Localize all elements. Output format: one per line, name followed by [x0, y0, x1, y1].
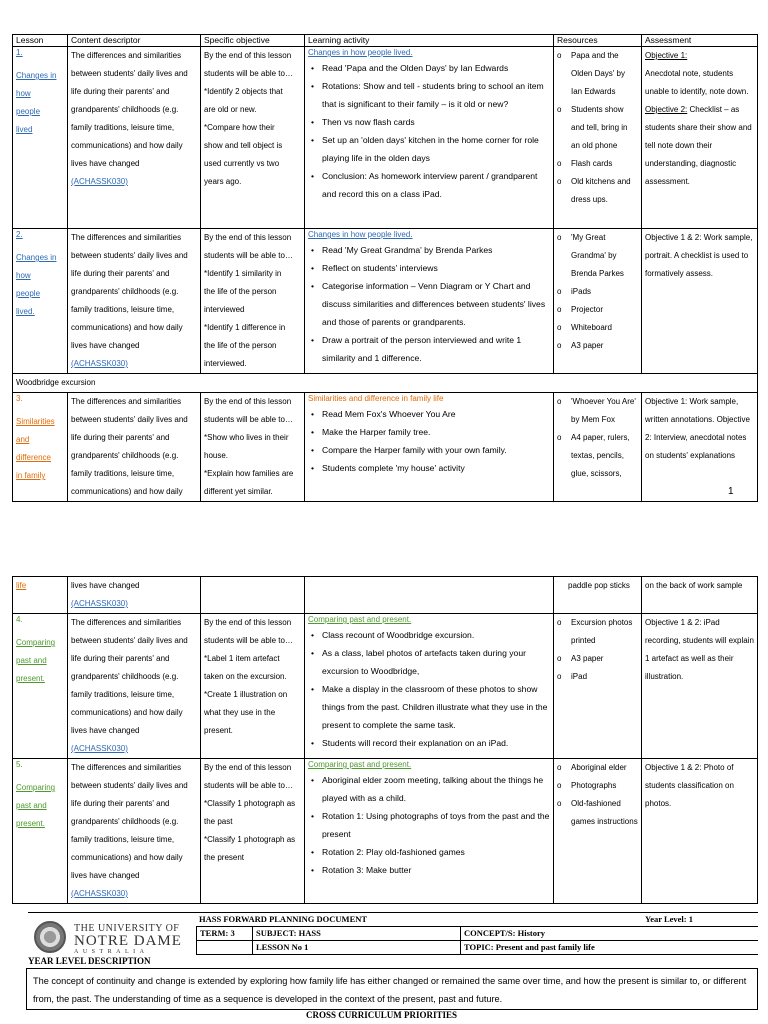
activity-item: • Read Mem Fox's Whoever You Are: [308, 405, 550, 423]
planning-table-page1: [12, 34, 758, 502]
cd-line: communications) and how daily: [71, 708, 183, 717]
resources-cell: [554, 229, 642, 374]
cd-line: communications) and how daily: [71, 141, 183, 150]
cd-line: life during their parents' and: [71, 269, 170, 278]
obj-line: present.: [204, 726, 233, 735]
resource-item: o 'My Great Grandma' by Brenda Parkes: [557, 229, 638, 283]
obj-line: the present: [204, 853, 245, 862]
page-number: 1: [728, 486, 734, 497]
cd-line: lives have changed: [71, 159, 140, 168]
term-spacer: [196, 941, 252, 955]
obj-line: *Identify 2 objects that: [204, 87, 283, 96]
assessment-text: Anecdotal note, students unable to identify, note down.: [645, 69, 749, 96]
obj-line: *Identify 1 difference in: [204, 323, 286, 332]
activity-heading[interactable]: Comparing past and present.: [308, 615, 412, 624]
assessment-text: Checklist – as students share their show and tell note down their understanding, diagnostic assessment.: [645, 105, 752, 186]
cd-line: life during their parents' and: [71, 654, 170, 663]
obj-line: *Identify 1 similarity in: [204, 269, 282, 278]
obj-line: students will be able to…: [204, 69, 293, 78]
activity-cell: [305, 577, 554, 614]
obj-line: house.: [204, 451, 229, 460]
activity-heading: Similarities and difference in family life: [308, 394, 444, 403]
cd-line: communications) and how daily: [71, 853, 183, 862]
lesson-number: 4.: [16, 615, 23, 624]
lesson-name-line: people: [16, 289, 41, 298]
lesson-name[interactable]: [16, 779, 64, 833]
activity-cell: [305, 614, 554, 759]
lesson-row-2: [13, 229, 758, 374]
activity-item: • Read 'Papa and the Olden Days' by Ian Edwards: [308, 59, 550, 77]
cd-line: between students' daily lives and: [71, 415, 188, 424]
curriculum-code-link[interactable]: (ACHASSK030): [71, 744, 128, 753]
resources-list: [557, 229, 638, 355]
resource-item: o Photographs: [557, 777, 638, 795]
lesson-name-line: Comparing: [16, 638, 56, 647]
document-header-grid: [28, 912, 758, 956]
obj-line: the life of the person: [204, 341, 277, 350]
obj-line: By the end of this lesson: [204, 618, 292, 627]
assessment-objective-label: Objective 1:: [645, 51, 688, 60]
activity-item: • Make the Harper family tree.: [308, 423, 550, 441]
lesson-cell: [13, 614, 68, 759]
activity-item: • Reflect on students' interviews: [308, 259, 550, 277]
activity-cell: [305, 759, 554, 904]
obj-line: *Explain how families are: [204, 469, 294, 478]
lesson-cell: [13, 47, 68, 229]
lesson-row-3: [13, 393, 758, 502]
header-content: Content descriptor: [68, 35, 201, 47]
activity-list: [308, 626, 550, 752]
cd-line: life during their parents' and: [71, 799, 170, 808]
content-descriptor-cell: [68, 393, 201, 502]
obj-line: interviewed: [204, 305, 245, 314]
obj-line: By the end of this lesson: [204, 51, 292, 60]
excursion-label: Woodbridge excursion: [13, 374, 758, 393]
obj-line: *Show who lives in their: [204, 433, 289, 442]
lesson-number-label: LESSON No 1: [252, 941, 460, 955]
obj-line: used currently vs two: [204, 159, 280, 168]
cd-line: life during their parents' and: [71, 87, 170, 96]
lesson-name-line: Comparing: [16, 783, 56, 792]
activity-item: • Compare the Harper family with your own family.: [308, 441, 550, 459]
resource-item: o Old kitchens and dress ups.: [557, 173, 638, 209]
resource-item: o A4 paper, rulers, textas, pencils, glue, scissors,: [557, 429, 638, 483]
activity-list: [308, 405, 550, 477]
resource-item: o iPad: [557, 668, 638, 686]
obj-line: By the end of this lesson: [204, 233, 292, 242]
logo-text-line2: NOTRE DAME: [74, 933, 182, 949]
activity-item: • Categorise information – Venn Diagram or Y Chart and discuss similarities and differences between students' lives and those of parents or grandparents.: [308, 277, 550, 331]
curriculum-code-link[interactable]: (ACHASSK030): [71, 177, 128, 186]
resources-cell: [554, 759, 642, 904]
year-level-description: The concept of continuity and change is extended by exploring how family life has either changed or remained the same over time, and how the present is similar to, or different from, the past. The understanding of time as a sequence is developed in the context of the present, past and future.: [26, 968, 758, 1010]
lesson-number: 3.: [16, 394, 23, 403]
content-descriptor-cell: [68, 229, 201, 374]
obj-line: *Compare how their: [204, 123, 275, 132]
cd-line: The differences and similarities: [71, 233, 182, 242]
cd-line: lives have changed: [71, 871, 140, 880]
obj-line: different yet similar.: [204, 487, 273, 496]
cd-line: communications) and how daily: [71, 487, 183, 496]
cd-line: The differences and similarities: [71, 397, 182, 406]
term: TERM: 3: [196, 927, 252, 941]
obj-line: By the end of this lesson: [204, 763, 292, 772]
resource-item: paddle pop sticks: [568, 581, 630, 590]
cd-line: family traditions, leisure time,: [71, 835, 175, 844]
cd-line: family traditions, leisure time,: [71, 469, 175, 478]
lesson-cell: [13, 393, 68, 502]
resource-item: o Excursion photos printed: [557, 614, 638, 650]
resource-item: o Students show and tell, bring in an old phone: [557, 101, 638, 155]
cross-curriculum-title: CROSS CURRICULUM PRIORITIES: [306, 1010, 458, 1020]
objective-cell: [201, 229, 305, 374]
activity-cell: [305, 393, 554, 502]
obj-line: *Create 1 illustration on: [204, 690, 288, 699]
obj-line: show and tell object is: [204, 141, 283, 150]
lesson-name-line: present.: [16, 674, 45, 683]
activity-cell: [305, 229, 554, 374]
cd-line: grandparents' childhoods (e.g.: [71, 451, 179, 460]
activity-item: • Draw a portrait of the person interviewed and write 1 similarity and 1 difference.: [308, 331, 550, 367]
header-resources: Resources: [554, 35, 642, 47]
resource-item: o Papa and the Olden Days' by Ian Edwards: [557, 47, 638, 101]
activity-item: • Read 'My Great Grandma' by Brenda Parkes: [308, 241, 550, 259]
lesson-cell: [13, 229, 68, 374]
resource-item: o iPads: [557, 283, 638, 301]
cd-line: lives have changed: [71, 726, 140, 735]
lesson-cell: [13, 759, 68, 904]
activity-item: • Class recount of Woodbridge excursion.: [308, 626, 550, 644]
assessment-cell: [642, 47, 758, 229]
obj-line: interviewed.: [204, 359, 247, 368]
cd-line: lives have changed: [71, 341, 140, 350]
assessment-objective-label: Objective 2:: [645, 105, 688, 114]
excursion-row: [13, 374, 758, 393]
resources-list: [557, 614, 638, 686]
activity-cell: [305, 47, 554, 229]
assessment-cell: Objective 1 & 2: iPad recording, students will explain 1 artefact as well as their illustration.: [642, 614, 758, 759]
content-descriptor-cell: [68, 577, 201, 614]
cd-line: The differences and similarities: [71, 51, 182, 60]
cd-line: lives have changed: [71, 581, 140, 590]
resource-item: o A3 paper: [557, 337, 638, 355]
lesson-name-line: how: [16, 271, 31, 280]
obj-line: taken on the excursion.: [204, 672, 287, 681]
objective-cell: [201, 759, 305, 904]
resources-list: [557, 759, 638, 831]
subject: SUBJECT: HASS: [252, 927, 460, 941]
activity-item: • Conclusion: As homework interview parent / grandparent and record this on a class iPad.: [308, 167, 550, 203]
resource-item: o 'Whoever You Are' by Mem Fox: [557, 393, 638, 429]
obj-line: students will be able to…: [204, 636, 293, 645]
activity-item: • Students will record their explanation on an iPad.: [308, 734, 550, 752]
cd-line: The differences and similarities: [71, 763, 182, 772]
activity-item: • Make a display in the classroom of these photos to show things from the past. Children illustrate what they use in the present to complete the same task.: [308, 680, 550, 734]
objective-cell: [201, 47, 305, 229]
lesson-row-1: [13, 47, 758, 229]
activity-item: • Rotation 1: Using photographs of toys from the past and the present: [308, 807, 550, 843]
activity-item: • Set up an 'olden days' kitchen in the home corner for role playing life in the olden days: [308, 131, 550, 167]
activity-item: • As a class, label photos of artefacts taken during your excursion to Woodbridge,: [308, 644, 550, 680]
resource-item: o Old-fashioned games instructions: [557, 795, 638, 831]
lesson-name-line: people: [16, 107, 41, 116]
lesson-cell: [13, 577, 68, 614]
assessment-cell: Objective 1: Work sample, written annotations. Objective 2: Interview, anecdotal notes on students' explanations: [642, 393, 758, 502]
resource-item: o A3 paper: [557, 650, 638, 668]
activity-heading[interactable]: Comparing past and present.: [308, 760, 412, 769]
cd-line: communications) and how daily: [71, 323, 183, 332]
lesson-number[interactable]: 1.: [16, 48, 23, 57]
cd-line: grandparents' childhoods (e.g.: [71, 672, 179, 681]
lesson-name-line: past and: [16, 656, 47, 665]
resources-list: [557, 47, 638, 209]
assessment-cell: Objective 1 & 2: Work sample, portrait. A checklist is used to formatively assess.: [642, 229, 758, 374]
cd-line: family traditions, leisure time,: [71, 123, 175, 132]
lesson-name-line: how: [16, 89, 31, 98]
activity-heading[interactable]: Changes in how people lived.: [308, 48, 413, 57]
university-seal-icon: [34, 921, 66, 953]
lesson-name-line: Changes in: [16, 253, 57, 262]
obj-line: *Label 1 item artefact: [204, 654, 280, 663]
lesson-row-4: [13, 614, 758, 759]
resources-cell: [554, 577, 642, 614]
activity-item: • Rotations: Show and tell - students bring to school an item that is significant to their family – is it old or new?: [308, 77, 550, 113]
header-assessment: Assessment: [642, 35, 758, 47]
objective-cell: [201, 614, 305, 759]
cd-line: family traditions, leisure time,: [71, 690, 175, 699]
logo-text-line1: THE UNIVERSITY OF: [74, 923, 180, 934]
cd-line: grandparents' childhoods (e.g.: [71, 817, 179, 826]
cd-line: between students' daily lives and: [71, 251, 188, 260]
obj-line: *Classify 1 photograph as: [204, 799, 296, 808]
lesson-name-line: Similarities: [16, 417, 55, 426]
lesson-name-line[interactable]: life: [16, 581, 27, 590]
assessment-cell: on the back of work sample: [642, 577, 758, 614]
obj-line: students will be able to…: [204, 781, 293, 790]
curriculum-code-link[interactable]: (ACHASSK030): [71, 599, 128, 608]
lesson-name-line: Changes in: [16, 71, 57, 80]
cd-line: family traditions, leisure time,: [71, 305, 175, 314]
lesson-name[interactable]: [16, 634, 64, 688]
document-title: HASS FORWARD PLANNING DOCUMENT: [196, 913, 630, 927]
lesson-name-line: present.: [16, 819, 45, 828]
lesson-row-5: [13, 759, 758, 904]
resources-list: [557, 393, 638, 483]
lesson-number[interactable]: 2.: [16, 230, 23, 239]
lesson-name-line: lived.: [16, 307, 35, 316]
content-descriptor-cell: [68, 759, 201, 904]
cd-line: The differences and similarities: [71, 618, 182, 627]
lesson-name-line: difference: [16, 453, 51, 462]
university-logo: [28, 913, 196, 957]
activity-item: • Then vs now flash cards: [308, 113, 550, 131]
activity-item: • Students complete 'my house' activity: [308, 459, 550, 477]
resource-item: o Whiteboard: [557, 319, 638, 337]
content-descriptor-cell: [68, 47, 201, 229]
curriculum-code-link[interactable]: (ACHASSK030): [71, 359, 128, 368]
obj-line: are old or new.: [204, 105, 257, 114]
logo-text-line3: AUSTRALIA: [74, 949, 149, 955]
assessment-cell: Objective 1 & 2: Photo of students classification on photos.: [642, 759, 758, 904]
obj-line: *Classify 1 photograph as: [204, 835, 296, 844]
resources-cell: [554, 614, 642, 759]
cd-line: life during their parents' and: [71, 433, 170, 442]
lesson-name-line: past and: [16, 801, 47, 810]
lesson-name-line: in family: [16, 471, 46, 480]
obj-line: the life of the person: [204, 287, 277, 296]
objective-cell: [201, 393, 305, 502]
header-activity: Learning activity: [305, 35, 554, 47]
concepts: CONCEPT/S: History: [460, 927, 758, 941]
lesson-name-line: and: [16, 435, 30, 444]
lesson-number: 5.: [16, 760, 23, 769]
cd-line: between students' daily lives and: [71, 781, 188, 790]
activity-item: • Aboriginal elder zoom meeting, talking about the things he played with as a child.: [308, 771, 550, 807]
obj-line: students will be able to…: [204, 251, 293, 260]
year-level-description-title: YEAR LEVEL DESCRIPTION: [28, 956, 151, 966]
planning-table-page2: [12, 576, 758, 904]
obj-line: By the end of this lesson: [204, 397, 292, 406]
lesson-name[interactable]: [16, 67, 64, 139]
objective-cell: [201, 577, 305, 614]
activity-heading[interactable]: Changes in how people lived.: [308, 230, 413, 239]
cd-line: grandparents' childhoods (e.g.: [71, 105, 179, 114]
resources-cell: [554, 393, 642, 502]
activity-list: [308, 59, 550, 203]
cd-line: between students' daily lives and: [71, 636, 188, 645]
activity-item: • Rotation 2: Play old-fashioned games: [308, 843, 550, 861]
obj-line: what they use in the: [204, 708, 276, 717]
lesson-row-3-continued: [13, 577, 758, 614]
resources-cell: [554, 47, 642, 229]
resource-item: o Aboriginal elder: [557, 759, 638, 777]
activity-item: • Rotation 3: Make butter: [308, 861, 550, 879]
activity-list: [308, 771, 550, 879]
year-level: Year Level: 1: [630, 913, 758, 927]
obj-line: students will be able to…: [204, 415, 293, 424]
header-lesson: Lesson: [13, 35, 68, 47]
lesson-name[interactable]: [16, 413, 64, 485]
resource-item: o Projector: [557, 301, 638, 319]
resource-item: o Flash cards: [557, 155, 638, 173]
curriculum-code-link[interactable]: (ACHASSK030): [71, 889, 128, 898]
activity-list: [308, 241, 550, 367]
cd-line: between students' daily lives and: [71, 69, 188, 78]
header-objective: Specific objective: [201, 35, 305, 47]
obj-line: the past: [204, 817, 233, 826]
content-descriptor-cell: [68, 614, 201, 759]
lesson-name-line: lived: [16, 125, 33, 134]
obj-line: years ago.: [204, 177, 242, 186]
topic: TOPIC: Present and past family life: [460, 941, 758, 955]
cd-line: grandparents' childhoods (e.g.: [71, 287, 179, 296]
lesson-name[interactable]: [16, 249, 64, 321]
table-header-row: [13, 35, 758, 47]
